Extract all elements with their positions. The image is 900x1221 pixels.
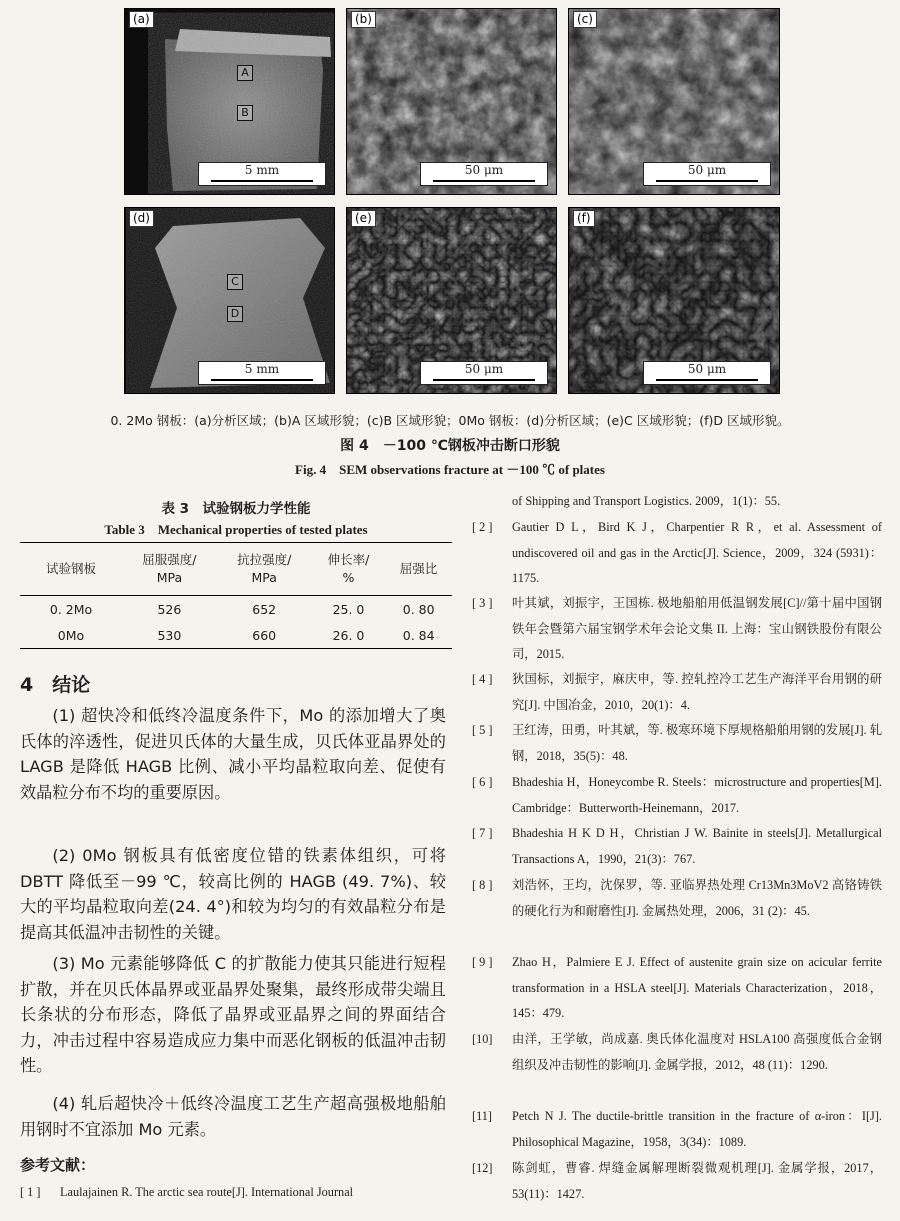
reference-number: [ 9 ] — [472, 955, 493, 969]
reference-item — [472, 873, 882, 924]
scale-label: 5 mm — [244, 163, 280, 177]
region-box-a: A — [237, 65, 253, 81]
figure-caption-en: Fig. 4 SEM observations fracture at －100 ℃ of plates — [295, 462, 605, 477]
scale-label: 50 μm — [687, 362, 727, 376]
table-row — [20, 622, 452, 649]
conclusion-paragraph: (2) 0Mo 钢板具有低密度位错的铁素体组织，可将 DBTT 降低至－99 ℃，较高比例的 HAGB (49. 7%)、较大的平均晶粒取向差(24. 4°)和较为均匀的有效晶粒分布是提高其低温冲击韧性的关键。 — [20, 846, 446, 942]
table-header-row — [20, 543, 452, 596]
reference-text: Bhadeshia H，Honeycombe R. Steels：microstructure and properties[M]. Cambridge：Butterworth-Heinemann，2017. — [512, 775, 882, 815]
table-cell: 25. 0 — [332, 601, 365, 617]
scale-label: 50 μm — [687, 163, 727, 177]
table-header-cell: 屈强比 — [385, 543, 452, 596]
scale-label: 5 mm — [244, 362, 280, 376]
scale-bar — [643, 162, 771, 186]
reference-item — [472, 1027, 882, 1078]
mechanical-properties-table — [20, 542, 452, 649]
scale-bar — [198, 162, 326, 186]
reference-number: [ 3 ] — [472, 596, 493, 610]
reference-number: [ 4 ] — [472, 672, 493, 686]
table-header-cell: 屈服强度/ MPa — [122, 543, 217, 596]
reference-number: [ 8 ] — [472, 878, 493, 892]
panel-label: (c) — [573, 11, 597, 28]
reference-item — [472, 667, 882, 718]
table-cell: 0. 2Mo — [49, 601, 93, 617]
panel-b — [346, 8, 557, 195]
reference-text: 陈剑虹，曹睿. 焊缝金属解理断裂微观机理[J]. 金属学报，2017，53(11)：1427. — [512, 1161, 882, 1201]
table-cell: 530 — [122, 622, 217, 649]
panel-label: (f) — [573, 210, 595, 227]
conclusion-paragraph: (3) Mo 元素能够降低 C 的扩散能力使其只能进行短程扩散，并在贝氏体晶界或亚晶界处聚集，最终形成带尖端且长条状的分布形态，降低了晶界或亚晶界之间的界面结合力，冲击过程中容易造成应力集中而恶化钢板的低温冲击韧性。 — [20, 954, 446, 1075]
table-title-cn: 表 3 试验钢板力学性能 — [161, 501, 311, 517]
scale-label: 50 μm — [464, 163, 504, 177]
reference-text: 叶其斌，刘振宇，王国栋. 极地船舶用低温钢发展[C]//第十届中国钢铁年会暨第六届宝钢学术年会论文集 II. 上海：宝山钢铁股份有限公司，2015. — [512, 596, 882, 661]
conclusion-paragraph: (4) 轧后超快冷＋低终冷温度工艺生产超高强极地船舶用钢时不宜添加 Mo 元素。 — [20, 1094, 446, 1139]
panel-e — [346, 207, 557, 394]
panel-a — [124, 8, 335, 195]
panel-label: (d) — [129, 210, 154, 227]
reference-number: [11] — [472, 1109, 493, 1123]
reference-item — [472, 489, 882, 515]
reference-text: Bhadeshia H K D H，Christian J W. Bainite in steels[J]. Metallurgical Transactions A，1990，21(3)：767. — [512, 826, 882, 866]
references-heading: 参考文献： — [20, 1156, 96, 1174]
table-cell: 0. 84 — [385, 622, 452, 649]
reference-text: Gautier D L，Bird K J，Charpentier R R，et al. Assessment of undiscovered oil and gas in the Arctic[J]. Science，2009，324 (5931)：1175. — [512, 520, 882, 585]
table-cell: 526 — [157, 601, 182, 617]
reference-item — [472, 950, 882, 1027]
reference-text: 王红涛，田勇，叶其斌，等. 极寒环境下厚规格船舶用钢的发展[J]. 轧钢，2018，35(5)：48. — [512, 723, 882, 763]
reference-number: [ 7 ] — [472, 826, 493, 840]
reference-item — [472, 591, 882, 668]
reference-text: Laulajainen R. The arctic sea route[J]. International Journal — [60, 1185, 354, 1199]
table-cell: 26. 0 — [312, 622, 386, 649]
reference-item — [472, 1156, 882, 1207]
panel-label: (a) — [129, 11, 154, 28]
figure-caption-cn: 图 4 －100 ℃钢板冲击断口形貌 — [340, 438, 560, 454]
panel-label: (b) — [351, 11, 376, 28]
scale-bar — [643, 361, 771, 385]
table-header-cell: 伸长率/ % — [312, 543, 386, 596]
section-title: 4 结论 — [20, 674, 91, 696]
reference-item — [20, 1180, 450, 1206]
table-cell: 0. 80 — [402, 601, 435, 617]
region-box-d: D — [227, 306, 243, 322]
reference-text: 由洋，王学敏，尚成嘉. 奥氏体化温度对 HSLA100 高强度低合金钢组织及冲击韧性的影响[J]. 金属学报，2012，48 (11)：1290. — [512, 1032, 882, 1072]
reference-item — [472, 770, 882, 821]
conclusion-paragraph: (1) 超快冷和低终冷温度条件下，Mo 的添加增大了奥氏体的淬透性，促进贝氏体的大量生成，贝氏体亚晶界处的 LAGB 是降低 HAGB 比例、减小平均晶粒取向差、促使有效晶粒分布不均的重要原因。 — [20, 706, 446, 802]
reference-item — [472, 821, 882, 872]
panel-f — [568, 207, 780, 394]
reference-number: [ 5 ] — [472, 723, 493, 737]
table-header-cell: 抗拉强度/ MPa — [217, 543, 312, 596]
scale-bar — [420, 361, 548, 385]
reference-item — [472, 718, 882, 769]
table-cell: 652 — [252, 601, 277, 617]
reference-text: Zhao H，Palmiere E J. Effect of austenite grain size on acicular ferrite transformation in a HSLA steel[J]. Materials Characterization，2018，145：479. — [512, 955, 882, 1020]
reference-text: of Shipping and Transport Logistics. 2009，1(1)：55. — [512, 494, 781, 508]
table-cell: 660 — [217, 622, 312, 649]
region-box-c: C — [227, 274, 243, 290]
panel-c — [568, 8, 780, 195]
panel-d — [124, 207, 335, 394]
reference-text: 刘浩怀，王均，沈保罗，等. 亚临界热处理 Cr13Mn3MoV2 高铬铸铁的硬化行为和耐磨性[J]. 金属热处理，2006，31 (2)：45. — [512, 878, 882, 918]
scale-label: 50 μm — [464, 362, 504, 376]
reference-number: [12] — [472, 1161, 493, 1175]
reference-number: [10] — [472, 1032, 493, 1046]
table-header-cell: 试验钢板 — [20, 543, 122, 596]
reference-number: [ 2 ] — [472, 520, 493, 534]
reference-text: Petch N J. The ductile-brittle transition in the fracture of α-iron：I[J]. Philosophical Magazine，1958，3(34)：1089. — [512, 1109, 882, 1149]
scale-bar — [198, 361, 326, 385]
region-box-b: B — [237, 105, 253, 121]
table-title-en: Table 3 Mechanical properties of tested plates — [104, 522, 368, 537]
reference-item — [472, 1104, 882, 1155]
reference-number: [ 6 ] — [472, 775, 493, 789]
reference-text: 狄国标，刘振宇，麻庆申，等. 控轧控冷工艺生产海洋平台用钢的研究[J]. 中国冶金，2010，20(1)：4. — [512, 672, 882, 712]
figure-subcaption: 0. 2Mo 钢板：(a)分析区域；(b)A 区域形貌；(c)B 区域形貌；0Mo 钢板：(d)分析区域；(e)C 区域形貌；(f)D 区域形貌。 — [110, 413, 790, 428]
panel-label: (e) — [351, 210, 376, 227]
table-cell: 0Mo — [20, 622, 122, 649]
scale-bar — [420, 162, 548, 186]
table-row — [20, 596, 452, 623]
reference-number: [ 1 ] — [20, 1185, 41, 1199]
reference-item — [472, 515, 882, 592]
